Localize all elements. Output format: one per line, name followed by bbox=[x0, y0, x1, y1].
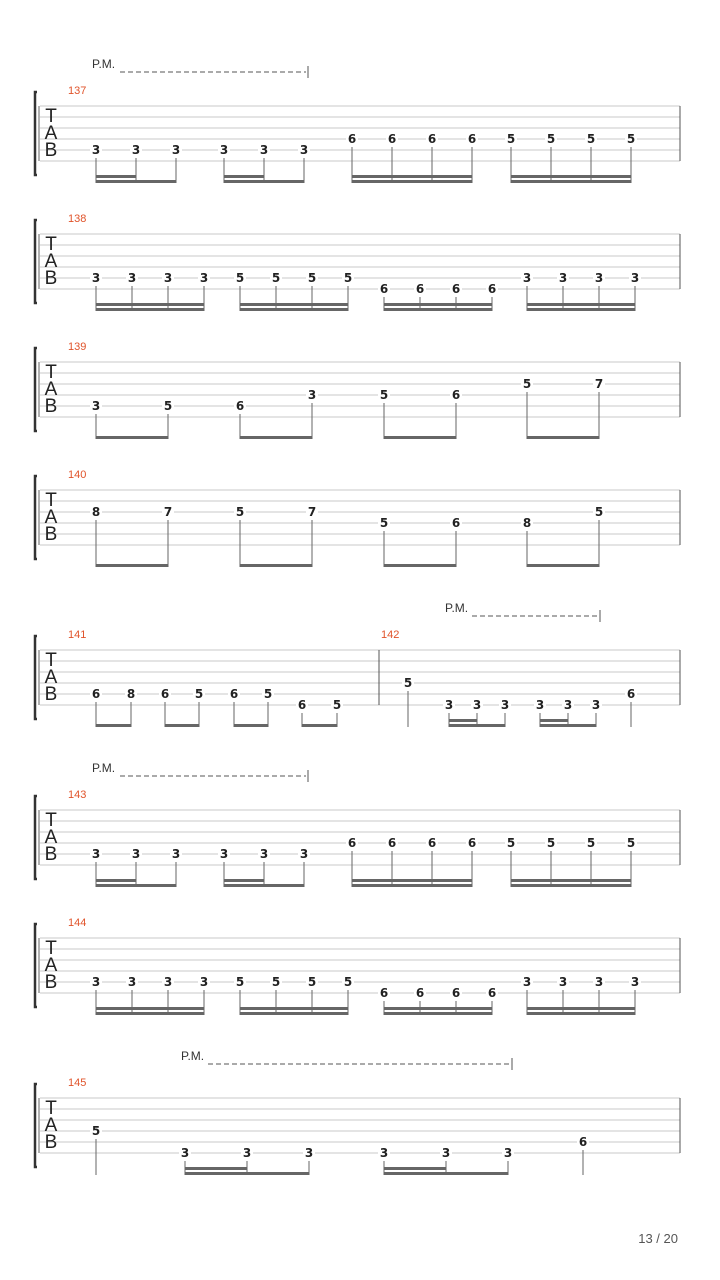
system-bracket bbox=[35, 796, 37, 879]
page-number: 13 / 20 bbox=[638, 1231, 678, 1246]
fret-number: 3 bbox=[242, 1146, 252, 1160]
fret-number: 3 bbox=[219, 143, 229, 157]
tab-clef-letter: A bbox=[44, 251, 58, 272]
beam-secondary bbox=[384, 1007, 492, 1010]
fret-number: 5 bbox=[626, 836, 636, 850]
beam-secondary bbox=[540, 719, 568, 722]
fret-number: 3 bbox=[563, 698, 573, 712]
fret-number: 5 bbox=[91, 1124, 101, 1138]
beam-secondary bbox=[352, 175, 472, 178]
fret-number: 7 bbox=[594, 377, 604, 391]
tab-clef-letter: T bbox=[45, 938, 57, 959]
tab-clef-letter: T bbox=[45, 490, 57, 511]
fret-number: 6 bbox=[467, 836, 477, 850]
beam bbox=[352, 884, 472, 887]
fret-number: 8 bbox=[522, 516, 532, 530]
beam-secondary bbox=[352, 879, 472, 882]
beam-secondary bbox=[527, 303, 635, 306]
tab-clef-letter: B bbox=[44, 268, 58, 289]
measure-number: 138 bbox=[68, 213, 87, 225]
measure-number: 141 bbox=[68, 629, 87, 641]
fret-number: 5 bbox=[163, 399, 173, 413]
fret-number: 3 bbox=[379, 1146, 389, 1160]
fret-number: 6 bbox=[626, 687, 636, 701]
palm-mute-label: P.M. bbox=[181, 1049, 205, 1063]
fret-number: 6 bbox=[91, 687, 101, 701]
system-bracket bbox=[35, 348, 37, 431]
fret-number: 3 bbox=[307, 388, 317, 402]
fret-number: 3 bbox=[219, 847, 229, 861]
tab-clef-letter: A bbox=[44, 123, 58, 144]
beam bbox=[240, 564, 312, 567]
fret-number: 3 bbox=[500, 698, 510, 712]
palm-mute-label: P.M. bbox=[92, 57, 116, 71]
fret-number: 5 bbox=[379, 516, 389, 530]
fret-number: 3 bbox=[630, 271, 640, 285]
fret-number: 5 bbox=[194, 687, 204, 701]
fret-number: 6 bbox=[387, 836, 397, 850]
palm-mute-label: P.M. bbox=[445, 601, 469, 615]
fret-number: 5 bbox=[546, 132, 556, 146]
fret-number: 3 bbox=[522, 271, 532, 285]
beam bbox=[96, 436, 168, 439]
fret-number: 5 bbox=[379, 388, 389, 402]
fret-number: 3 bbox=[522, 975, 532, 989]
beam bbox=[96, 180, 176, 183]
fret-number: 5 bbox=[235, 505, 245, 519]
fret-number: 3 bbox=[259, 143, 269, 157]
fret-number: 3 bbox=[131, 847, 141, 861]
tab-clef-letter: T bbox=[45, 362, 57, 383]
fret-number: 3 bbox=[441, 1146, 451, 1160]
beam bbox=[352, 180, 472, 183]
beam-secondary bbox=[527, 1007, 635, 1010]
fret-number: 3 bbox=[535, 698, 545, 712]
tab-clef-letter: A bbox=[44, 827, 58, 848]
fret-number: 5 bbox=[263, 687, 273, 701]
beam-secondary bbox=[96, 1007, 204, 1010]
fret-number: 3 bbox=[91, 143, 101, 157]
beam bbox=[224, 884, 304, 887]
fret-number: 3 bbox=[171, 143, 181, 157]
measure-number: 139 bbox=[68, 341, 87, 353]
fret-number: 5 bbox=[403, 676, 413, 690]
fret-number: 3 bbox=[259, 847, 269, 861]
fret-number: 7 bbox=[307, 505, 317, 519]
fret-number: 6 bbox=[451, 516, 461, 530]
fret-number: 5 bbox=[586, 132, 596, 146]
beam bbox=[384, 1172, 508, 1175]
fret-number: 6 bbox=[451, 388, 461, 402]
fret-number: 3 bbox=[91, 975, 101, 989]
tab-clef-letter: B bbox=[44, 972, 58, 993]
beam bbox=[96, 724, 131, 727]
beam-secondary bbox=[384, 303, 492, 306]
tab-clef-letter: B bbox=[44, 140, 58, 161]
fret-number: 3 bbox=[199, 271, 209, 285]
fret-number: 8 bbox=[91, 505, 101, 519]
fret-number: 3 bbox=[594, 975, 604, 989]
fret-number: 5 bbox=[546, 836, 556, 850]
beam-secondary bbox=[511, 175, 631, 178]
beam-secondary bbox=[511, 879, 631, 882]
fret-number: 5 bbox=[506, 836, 516, 850]
beam bbox=[511, 884, 631, 887]
beam bbox=[96, 1012, 204, 1015]
fret-number: 3 bbox=[163, 271, 173, 285]
tab-clef-letter: B bbox=[44, 684, 58, 705]
fret-number: 5 bbox=[271, 271, 281, 285]
beam bbox=[240, 1012, 348, 1015]
fret-number: 6 bbox=[379, 282, 389, 296]
fret-number: 5 bbox=[235, 271, 245, 285]
fret-number: 3 bbox=[444, 698, 454, 712]
tab-clef-letter: T bbox=[45, 650, 57, 671]
beam-secondary bbox=[240, 1007, 348, 1010]
fret-number: 5 bbox=[626, 132, 636, 146]
beam bbox=[511, 180, 631, 183]
tab-clef-letter: T bbox=[45, 106, 57, 127]
fret-number: 6 bbox=[487, 282, 497, 296]
system-bracket bbox=[35, 476, 37, 559]
beam bbox=[384, 564, 456, 567]
fret-number: 3 bbox=[91, 271, 101, 285]
beam bbox=[527, 436, 599, 439]
beam bbox=[527, 1012, 635, 1015]
beam-secondary bbox=[384, 1167, 446, 1170]
fret-number: 5 bbox=[332, 698, 342, 712]
tab-clef-letter: B bbox=[44, 396, 58, 417]
tab-clef-letter: A bbox=[44, 379, 58, 400]
fret-number: 3 bbox=[304, 1146, 314, 1160]
fret-number: 3 bbox=[503, 1146, 513, 1160]
beam-secondary bbox=[96, 879, 136, 882]
beam bbox=[384, 1012, 492, 1015]
fret-number: 6 bbox=[229, 687, 239, 701]
tab-clef-letter: A bbox=[44, 507, 58, 528]
fret-number: 3 bbox=[127, 975, 137, 989]
tab-clef-letter: T bbox=[45, 1098, 57, 1119]
fret-number: 6 bbox=[451, 986, 461, 1000]
beam bbox=[234, 724, 268, 727]
fret-number: 3 bbox=[163, 975, 173, 989]
fret-number: 5 bbox=[586, 836, 596, 850]
fret-number: 5 bbox=[506, 132, 516, 146]
fret-number: 3 bbox=[591, 698, 601, 712]
beam-secondary bbox=[449, 719, 477, 722]
system-bracket bbox=[35, 1084, 37, 1167]
beam-secondary bbox=[224, 879, 264, 882]
fret-number: 3 bbox=[558, 975, 568, 989]
beam bbox=[302, 724, 337, 727]
fret-number: 6 bbox=[487, 986, 497, 1000]
tab-clef-letter: B bbox=[44, 524, 58, 545]
fret-number: 7 bbox=[163, 505, 173, 519]
fret-number: 5 bbox=[235, 975, 245, 989]
beam bbox=[240, 436, 312, 439]
fret-number: 3 bbox=[91, 399, 101, 413]
tab-clef-letter: A bbox=[44, 955, 58, 976]
system-bracket bbox=[35, 924, 37, 1007]
measure-number: 140 bbox=[68, 469, 87, 481]
fret-number: 6 bbox=[387, 132, 397, 146]
fret-number: 3 bbox=[127, 271, 137, 285]
beam bbox=[240, 308, 348, 311]
fret-number: 3 bbox=[472, 698, 482, 712]
fret-number: 5 bbox=[343, 271, 353, 285]
measure-number: 144 bbox=[68, 917, 87, 929]
measure-number: 142 bbox=[381, 629, 400, 641]
beam bbox=[96, 884, 176, 887]
tab-clef-letter: T bbox=[45, 810, 57, 831]
fret-number: 3 bbox=[91, 847, 101, 861]
fret-number: 6 bbox=[451, 282, 461, 296]
fret-number: 6 bbox=[415, 282, 425, 296]
beam bbox=[527, 564, 599, 567]
fret-number: 6 bbox=[415, 986, 425, 1000]
fret-number: 3 bbox=[299, 847, 309, 861]
fret-number: 6 bbox=[379, 986, 389, 1000]
beam bbox=[384, 308, 492, 311]
fret-number: 6 bbox=[347, 836, 357, 850]
tab-clef-letter: B bbox=[44, 1132, 58, 1153]
system-bracket bbox=[35, 636, 37, 719]
palm-mute-label: P.M. bbox=[92, 761, 116, 775]
beam bbox=[224, 180, 304, 183]
fret-number: 6 bbox=[160, 687, 170, 701]
fret-number: 6 bbox=[235, 399, 245, 413]
fret-number: 6 bbox=[347, 132, 357, 146]
beam-secondary bbox=[240, 303, 348, 306]
measure-number: 145 bbox=[68, 1077, 87, 1089]
beam-secondary bbox=[96, 175, 136, 178]
fret-number: 6 bbox=[578, 1135, 588, 1149]
fret-number: 5 bbox=[307, 975, 317, 989]
system-bracket bbox=[35, 220, 37, 303]
beam-secondary bbox=[224, 175, 264, 178]
fret-number: 5 bbox=[594, 505, 604, 519]
measure-number: 143 bbox=[68, 789, 87, 801]
fret-number: 8 bbox=[126, 687, 136, 701]
beam bbox=[96, 308, 204, 311]
fret-number: 3 bbox=[180, 1146, 190, 1160]
fret-number: 3 bbox=[594, 271, 604, 285]
beam bbox=[165, 724, 199, 727]
fret-number: 5 bbox=[307, 271, 317, 285]
fret-number: 3 bbox=[199, 975, 209, 989]
fret-number: 5 bbox=[343, 975, 353, 989]
beam bbox=[96, 564, 168, 567]
beam-secondary bbox=[96, 303, 204, 306]
beam bbox=[185, 1172, 309, 1175]
beam bbox=[384, 436, 456, 439]
fret-number: 3 bbox=[131, 143, 141, 157]
fret-number: 5 bbox=[522, 377, 532, 391]
beam bbox=[449, 724, 505, 727]
beam-secondary bbox=[185, 1167, 247, 1170]
beam bbox=[527, 308, 635, 311]
fret-number: 6 bbox=[297, 698, 307, 712]
fret-number: 3 bbox=[299, 143, 309, 157]
measure-number: 137 bbox=[68, 85, 87, 97]
fret-number: 3 bbox=[558, 271, 568, 285]
beam bbox=[540, 724, 596, 727]
tab-clef-letter: B bbox=[44, 844, 58, 865]
tab-clef-letter: A bbox=[44, 1115, 58, 1136]
fret-number: 3 bbox=[630, 975, 640, 989]
tab-clef-letter: T bbox=[45, 234, 57, 255]
fret-number: 5 bbox=[271, 975, 281, 989]
fret-number: 6 bbox=[427, 132, 437, 146]
fret-number: 3 bbox=[171, 847, 181, 861]
fret-number: 6 bbox=[427, 836, 437, 850]
fret-number: 6 bbox=[467, 132, 477, 146]
system-bracket bbox=[35, 92, 37, 175]
tab-clef-letter: A bbox=[44, 667, 58, 688]
